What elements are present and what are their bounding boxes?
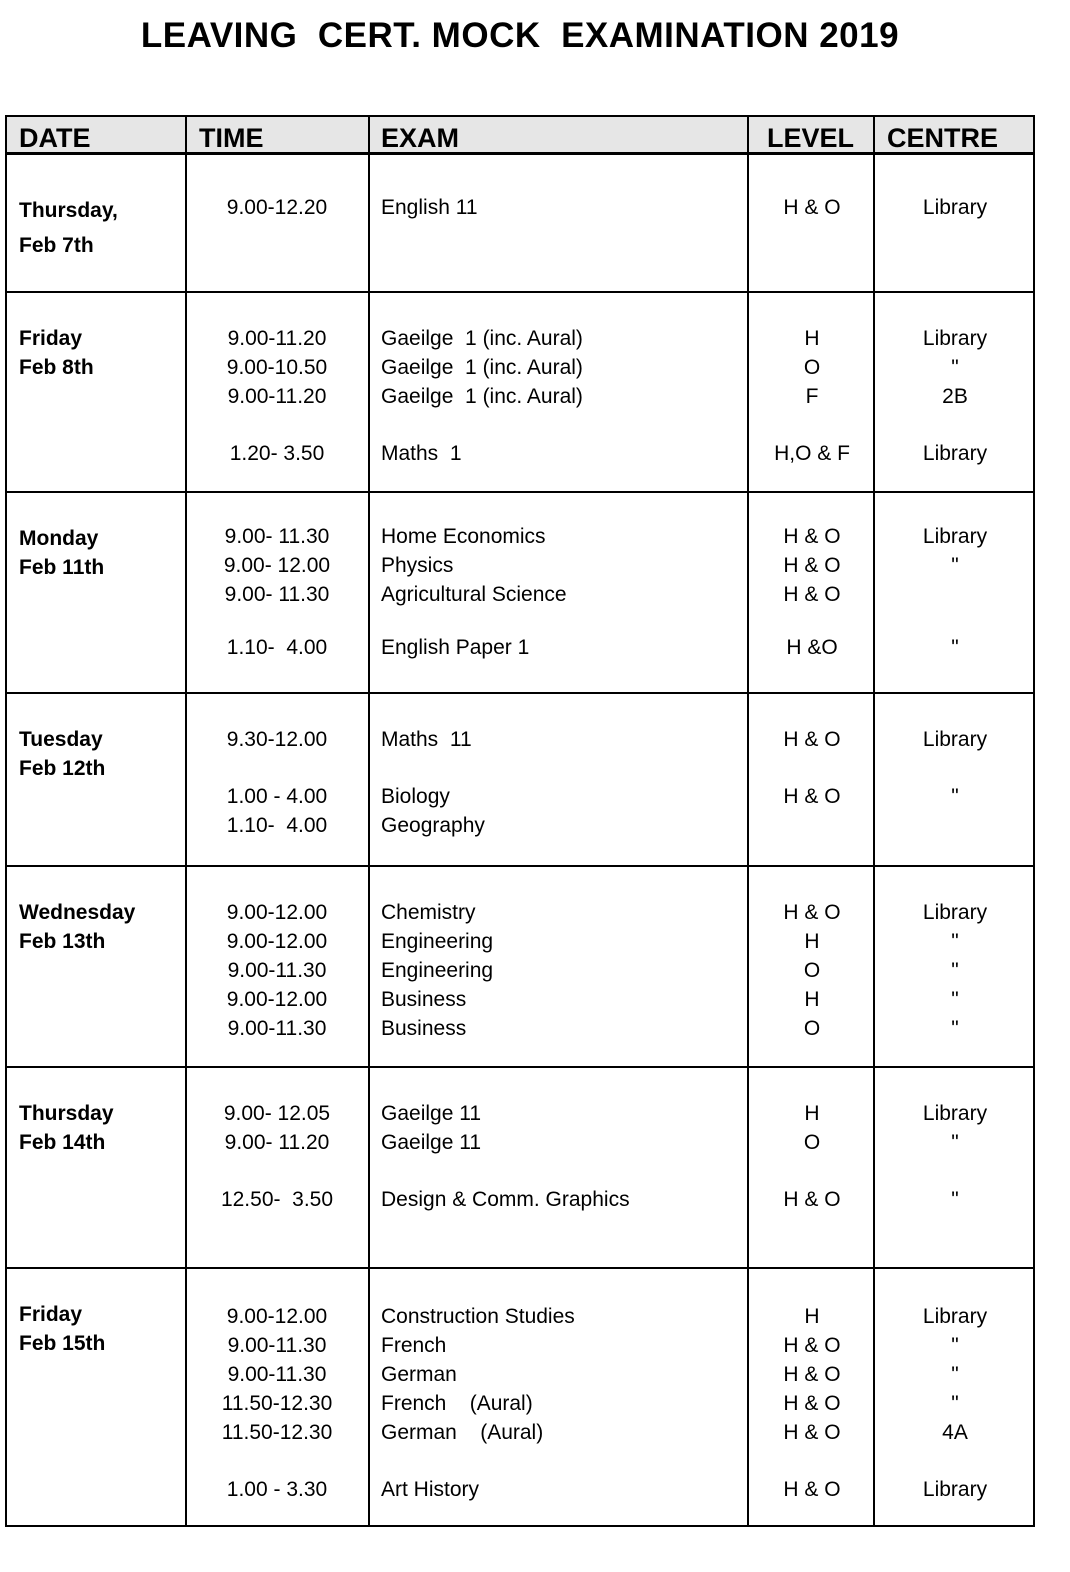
exam-subject-line: Geography [381,814,485,837]
exam-centre-line: 2B [942,385,968,408]
exam-subject-line: Construction Studies [381,1305,575,1328]
day-date-line: Thursday [19,1102,114,1125]
exam-level-line: H & O [783,525,841,548]
exam-subject [381,782,751,840]
header-level: LEVEL [767,123,855,153]
exam-time-line: 9.00- 11.20 [224,1131,330,1154]
exam-time [187,1302,367,1447]
exam-centre-line: Library [922,327,988,350]
exam-time-line: 9.00-12.20 [226,196,328,219]
exam-time-line: 1.20- 3.50 [229,442,325,465]
day-date [19,324,189,382]
exam-subject-line: Gaeilge 11 [381,1131,482,1154]
exam-level-line: H [804,327,820,350]
exam-centre-line: Library [922,901,988,924]
exam-centre [875,439,1035,468]
exam-time-line: 9.00-12.00 [226,930,328,953]
day-date [19,898,189,956]
exam-centre [875,898,1035,1043]
exam-level-line: H & O [783,196,841,219]
exam-time-line: 9.00- 12.05 [223,1102,331,1125]
day-date-line: Thursday, [19,199,118,222]
exam-centre-line: " [951,554,959,577]
day-date-line: Feb 15th [19,1332,106,1355]
exam-time-line: 11.50-12.30 [221,1392,333,1415]
exam-subject [381,193,751,222]
exam-level-line: H [804,1305,820,1328]
exam-subject [381,1302,751,1447]
exam-centre-line: Library [922,442,988,465]
exam-subject-line: Gaeilge 1 (inc. Aural) [381,385,583,408]
exam-subject-line: Gaeilge 11 [381,1102,482,1125]
exam-level [749,1475,875,1504]
exam-centre [875,633,1035,662]
day-date [19,725,189,783]
exam-centre-line: " [951,1188,959,1211]
exam-subject-line: Maths 11 [381,728,472,751]
exam-time [187,725,367,754]
exam-centre-line: Library [922,728,988,751]
exam-subject-line: French [381,1334,447,1357]
exam-centre-line: Library [922,525,988,548]
exam-subject-line: Gaeilge 1 (inc. Aural) [381,356,583,379]
row-divider [7,491,1033,493]
exam-centre [875,1475,1035,1504]
row-divider [7,1066,1033,1068]
exam-time-line: 9.00- 11.30 [224,583,330,606]
exam-level-line: H & O [783,1363,841,1386]
day-date-line: Feb 8th [19,356,94,379]
exam-centre-line: " [951,1334,959,1357]
exam-time [187,633,367,662]
exam-level-line: O [803,356,821,379]
exam-level [749,1302,875,1447]
exam-centre-line: Library [922,1102,988,1125]
exam-time-line: 11.50-12.30 [221,1421,333,1444]
exam-level [749,439,875,468]
header-centre: CENTRE [887,123,999,153]
day-date-line: Feb 11th [19,556,105,579]
exam-time-line: 12.50- 3.50 [220,1188,334,1211]
exam-centre [875,1302,1035,1447]
exam-subject-line: Design & Comm. Graphics [381,1188,630,1211]
exam-level-line: H & O [783,1334,841,1357]
exam-subject [381,1475,751,1504]
exam-level-line: O [803,1017,821,1040]
exam-subject [381,1099,751,1157]
exam-centre [875,193,1035,222]
exam-subject-line: German [381,1363,457,1386]
exam-time-line: 1.10- 4.00 [226,814,328,837]
exam-level [749,898,875,1043]
exam-level-line: H [804,930,820,953]
row-divider [7,865,1033,867]
exam-timetable [5,115,1035,1527]
exam-level-line: H & O [783,1478,841,1501]
day-date-line: Monday [19,527,99,550]
exam-time [187,782,367,840]
exam-subject-line: Gaeilge 1 (inc. Aural) [381,327,583,350]
exam-level [749,324,875,411]
exam-time-line: 1.00 - 3.30 [226,1478,328,1501]
exam-centre [875,782,1035,840]
exam-subject [381,522,751,609]
day-date-line: Feb 7th [19,234,94,257]
exam-subject-line: Engineering [381,959,494,982]
day-date-line: Wednesday [19,901,136,924]
exam-subject [381,324,751,411]
exam-time [187,193,367,222]
exam-centre-line: " [951,930,959,953]
exam-centre [875,725,1035,754]
exam-centre-line: " [951,356,959,379]
exam-subject-line: English Paper 1 [381,636,530,659]
exam-level-line: O [803,1131,821,1154]
exam-level-line: H & O [783,554,841,577]
header-exam: EXAM [381,123,460,153]
exam-centre-line: " [951,636,959,659]
exam-time-line: 9.00-12.00 [226,1305,328,1328]
exam-level [749,522,875,609]
exam-level-line: H,O & F [774,442,850,465]
exam-centre-line [875,580,1035,609]
row-divider [7,692,1033,694]
exam-subject [381,633,751,662]
exam-level-line: H & O [783,901,841,924]
header-date: DATE [19,123,91,153]
exam-subject-line: Home Economics [381,525,546,548]
exam-centre-line: " [951,785,959,808]
exam-level-line: H & O [783,1392,841,1415]
exam-centre [875,1099,1035,1157]
exam-time [187,1475,367,1504]
exam-centre-line: " [951,1392,959,1415]
exam-level-line: H & O [783,1188,841,1211]
exam-level-line [749,811,875,840]
exam-time-line: 1.00 - 4.00 [226,785,328,808]
exam-time-line: 9.00-12.00 [226,988,328,1011]
exam-subject-line: German (Aural) [381,1421,544,1444]
exam-level-line: H & O [783,1421,841,1444]
exam-time-line: 9.00-11.30 [227,959,327,982]
exam-level-line: H [804,988,820,1011]
exam-centre-line: " [951,1363,959,1386]
exam-level [749,725,875,754]
day-date-line: Feb 12th [19,757,106,780]
exam-time-line: 9.30-12.00 [226,728,328,751]
exam-time-line: 9.00-10.50 [226,356,328,379]
day-date-line: Friday [19,1303,83,1326]
exam-centre-line: Library [922,1305,988,1328]
day-date [19,1300,189,1358]
exam-centre-line: " [951,959,959,982]
exam-time [187,1099,367,1157]
exam-level-line: H & O [783,785,841,808]
exam-subject [381,439,751,468]
exam-level-line: H &O [786,636,838,659]
exam-time-line: 9.00- 11.30 [224,525,330,548]
exam-time [187,898,367,1043]
day-date-line: Feb 14th [19,1131,106,1154]
exam-time-line: 9.00-11.30 [227,1363,327,1386]
exam-level [749,633,875,662]
exam-centre-line: 4A [942,1421,968,1444]
exam-level-line: H [804,1102,820,1125]
exam-subject-line: Agricultural Science [381,583,567,606]
exam-time-line: 9.00-12.00 [226,901,328,924]
exam-time [187,522,367,609]
exam-subject-line: Art History [381,1478,480,1501]
exam-time-line: 1.10- 4.00 [226,636,328,659]
row-divider [7,291,1033,293]
header-time: TIME [199,123,264,153]
exam-level-line: H & O [783,583,841,606]
exam-centre [875,324,1035,411]
day-date [19,524,189,582]
exam-subject [381,1185,751,1214]
exam-level [749,1185,875,1214]
exam-subject-line: Chemistry [381,901,476,924]
exam-subject-line: Biology [381,785,450,808]
exam-level-line: F [805,385,819,408]
day-date [19,193,189,263]
exam-centre-line: " [951,1131,959,1154]
exam-time [187,324,367,411]
exam-centre-line: Library [922,1478,988,1501]
page-title: LEAVING CERT. MOCK EXAMINATION 2019 [140,16,900,55]
exam-time-line: 9.00-11.20 [227,327,327,350]
exam-time [187,439,367,468]
exam-subject [381,898,751,1043]
table-header [7,117,1033,155]
exam-time [187,1185,367,1214]
exam-centre-line: " [951,988,959,1011]
exam-time-line: 9.00-11.20 [227,385,327,408]
exam-level-line: O [803,959,821,982]
exam-centre [875,522,1035,609]
exam-subject-line: Engineering [381,930,494,953]
exam-level [749,1099,875,1157]
exam-level [749,782,875,840]
day-date-line: Friday [19,327,83,350]
exam-centre-line: " [951,1017,959,1040]
exam-centre [875,1185,1035,1214]
exam-subject-line: French (Aural) [381,1392,533,1415]
exam-centre-line: Library [922,196,988,219]
row-divider [7,1267,1033,1269]
exam-subject-line: Business [381,988,467,1011]
day-date [19,1099,189,1157]
exam-time-line: 9.00- 12.00 [223,554,331,577]
day-date-line: Tuesday [19,728,103,751]
exam-time-line: 9.00-11.30 [227,1017,327,1040]
exam-centre-line [875,811,1035,840]
exam-subject-line: English 11 [381,196,478,219]
column-divider [368,117,370,1525]
exam-time-line: 9.00-11.30 [227,1334,327,1357]
exam-subject-line: Physics [381,554,454,577]
exam-subject [381,725,751,754]
exam-subject-line: Business [381,1017,467,1040]
exam-level-line: H & O [783,728,841,751]
exam-level [749,193,875,222]
day-date-line: Feb 13th [19,930,106,953]
exam-subject-line: Maths 1 [381,442,462,465]
